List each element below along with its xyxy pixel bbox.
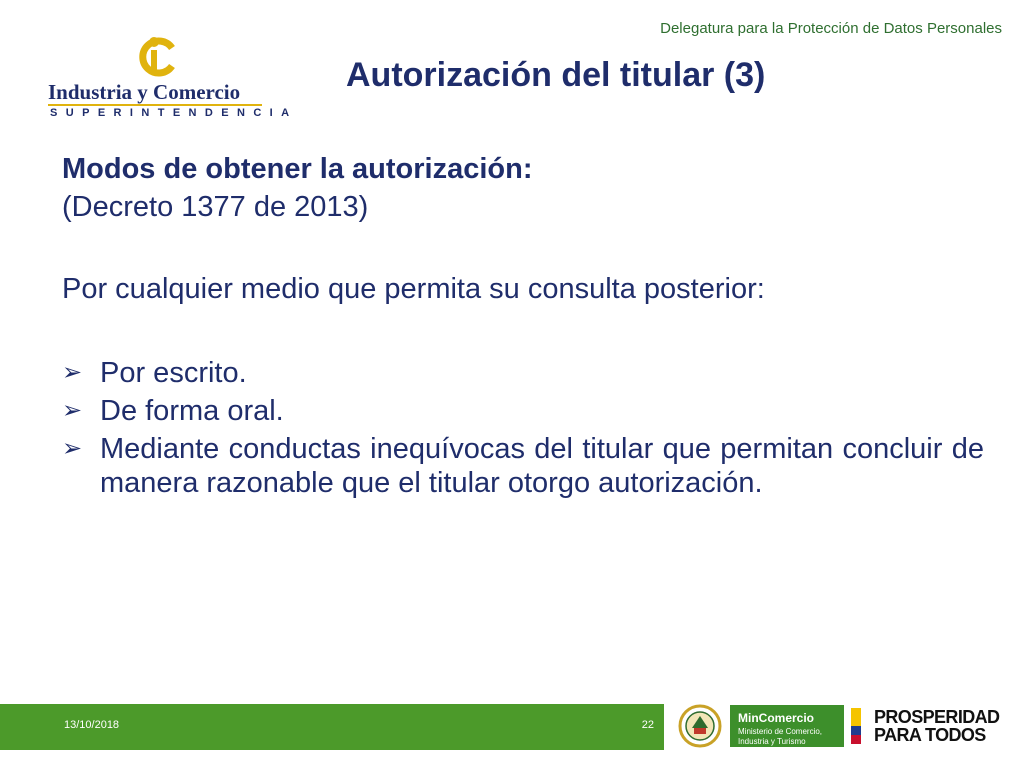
- spacer: [62, 308, 984, 352]
- logo-sub-text: SUPERINTENDENCIA: [50, 107, 298, 119]
- delegation-header: Delegatura para la Protección de Datos Personales: [660, 20, 1002, 37]
- bullet-item: [62, 432, 984, 500]
- bullet-text: Por escrito.: [100, 357, 247, 389]
- slide-content: [62, 150, 984, 500]
- footer-logos: [664, 700, 1024, 754]
- arrow-bullet-icon: ➢: [62, 435, 83, 462]
- prosperidad-logo: [874, 708, 999, 744]
- footer-bar: [0, 704, 664, 750]
- arrow-bullet-icon: ➢: [62, 397, 83, 424]
- logo-main-text: Industria y Comercio: [48, 80, 241, 104]
- sic-emblem-icon: [132, 34, 180, 80]
- mincomercio-subtitle: [738, 727, 822, 747]
- prosperidad-line: PROSPERIDAD: [874, 707, 1000, 727]
- slide-title: Autorización del titular (3): [346, 56, 766, 94]
- spacer: [62, 226, 984, 270]
- sic-logo: [48, 34, 298, 124]
- content-heading: Modos de obtener la autorización:: [62, 153, 533, 185]
- bullet-text: Mediante conductas inequívocas del titular que permitan concluir de manera razonable que el titular otorgo autorización.: [100, 433, 984, 499]
- bullet-text: De forma oral.: [100, 395, 284, 427]
- page-number: 22: [641, 719, 654, 731]
- footer-date: 13/10/2018: [64, 719, 120, 731]
- bullet-item: [62, 356, 984, 390]
- intro-text: Por cualquier medio que permita su consulta posterior:: [62, 273, 765, 305]
- mincomercio-subtitle-line: Industria y Turismo: [738, 737, 806, 746]
- prosperidad-line: PARA TODOS: [874, 725, 986, 745]
- mincomercio-logo: [730, 705, 844, 747]
- logo-rule: [48, 104, 262, 106]
- arrow-bullet-icon: ➢: [62, 359, 83, 386]
- decree-reference: (Decreto 1377 de 2013): [62, 191, 369, 223]
- mincomercio-subtitle-line: Ministerio de Comercio,: [738, 727, 823, 736]
- colombia-seal-icon: [678, 702, 722, 750]
- bullet-item: [62, 394, 984, 428]
- mincomercio-title: MinComercio: [738, 711, 815, 725]
- colombia-flag-icon: [851, 708, 861, 744]
- bullet-list: [62, 356, 984, 500]
